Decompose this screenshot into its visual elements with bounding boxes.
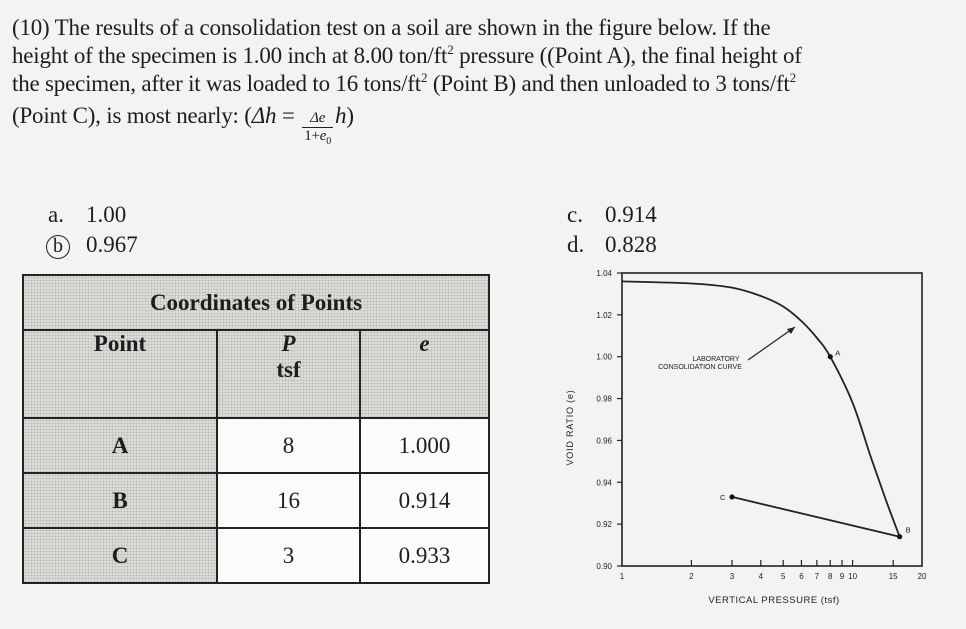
plot-frame (622, 273, 922, 566)
annotation-line1: LABORATORY (692, 356, 740, 363)
x-tick-label: 5 (780, 572, 786, 581)
table-title: Coordinates of Points (23, 275, 489, 330)
y-axis-label: VOID RATIO (e) (565, 389, 575, 466)
formula-lhs: Δh (251, 103, 277, 128)
x-tick-label: 4 (758, 572, 764, 581)
unloading-line (732, 497, 900, 537)
x-tick-label: 7 (814, 572, 820, 581)
y-tick-label: 1.00 (596, 352, 612, 362)
y-tick-label: 0.90 (596, 562, 612, 571)
consolidation-chart (540, 262, 966, 629)
x-tick-label: 10 (848, 572, 858, 581)
point-marker-a (828, 354, 833, 359)
table-row: A 8 1.000 (23, 418, 489, 473)
x-tick-label: 20 (917, 572, 927, 581)
point-marker-b (897, 534, 902, 539)
circled-answer-icon: b (48, 230, 86, 260)
y-tick-label: 0.92 (596, 520, 612, 530)
annotation-line2: CONSOLIDATION CURVE (658, 364, 742, 371)
x-tick-label: 1 (619, 572, 625, 581)
y-tick-label: 1.04 (596, 269, 612, 278)
header-point: Point (23, 330, 217, 418)
x-axis-label: VERTICAL PRESSURE (tsf) (708, 595, 840, 606)
annotation-leader (748, 327, 795, 360)
option-b[interactable]: b 0.967 (48, 230, 138, 260)
option-c[interactable]: c. 0.914 (567, 202, 657, 227)
x-tick-label: 15 (888, 572, 898, 581)
coordinates-table (22, 274, 490, 584)
question-number: (10) (12, 15, 50, 40)
header-pressure: P tsf (217, 330, 360, 418)
point-label-b: B (905, 525, 911, 535)
x-tick-label: 3 (729, 572, 735, 581)
y-tick-label: 0.94 (596, 478, 612, 488)
options-left (48, 200, 138, 260)
option-a[interactable]: a. 1.00 (48, 202, 127, 227)
point-marker-c (729, 494, 734, 499)
point-label-c: C (720, 492, 726, 502)
y-tick-label: 0.98 (596, 394, 612, 404)
consolidation-curve (622, 281, 900, 536)
y-tick-label: 1.02 (596, 310, 612, 320)
options-right (567, 200, 657, 260)
option-d[interactable]: d. 0.828 (567, 232, 657, 257)
point-label-a: A (835, 348, 841, 358)
x-tick-label: 6 (799, 572, 804, 581)
annotation-arrow-icon (787, 327, 795, 334)
y-tick-label: 0.96 (596, 436, 612, 446)
formula-fraction: $\frac{\Delta e}{1+e_0}$ (304, 110, 332, 147)
x-tick-label: 2 (689, 572, 694, 581)
header-void-ratio: e (360, 330, 489, 418)
x-tick-label: 8 (828, 572, 833, 581)
x-tick-label: 9 (839, 572, 845, 581)
table-row: C 3 0.933 (23, 528, 489, 583)
question-text: (10) The results of a consolidation test on a soil are shown in the figure below. If the height of the specimen is 1.00 inch at 8.00 ton/$ft^2$ pressure ((Point A), the final height of the specimen, after it was loaded to 16 tons/$ft^2$ (Point B) and then unloaded to 3 tons/$ft^2$ (Point C), is most nearly: (Δh = $\frac{\Delta e}{1+e_0}$ h) (12, 14, 962, 150)
table-row: B 16 0.914 (23, 473, 489, 528)
